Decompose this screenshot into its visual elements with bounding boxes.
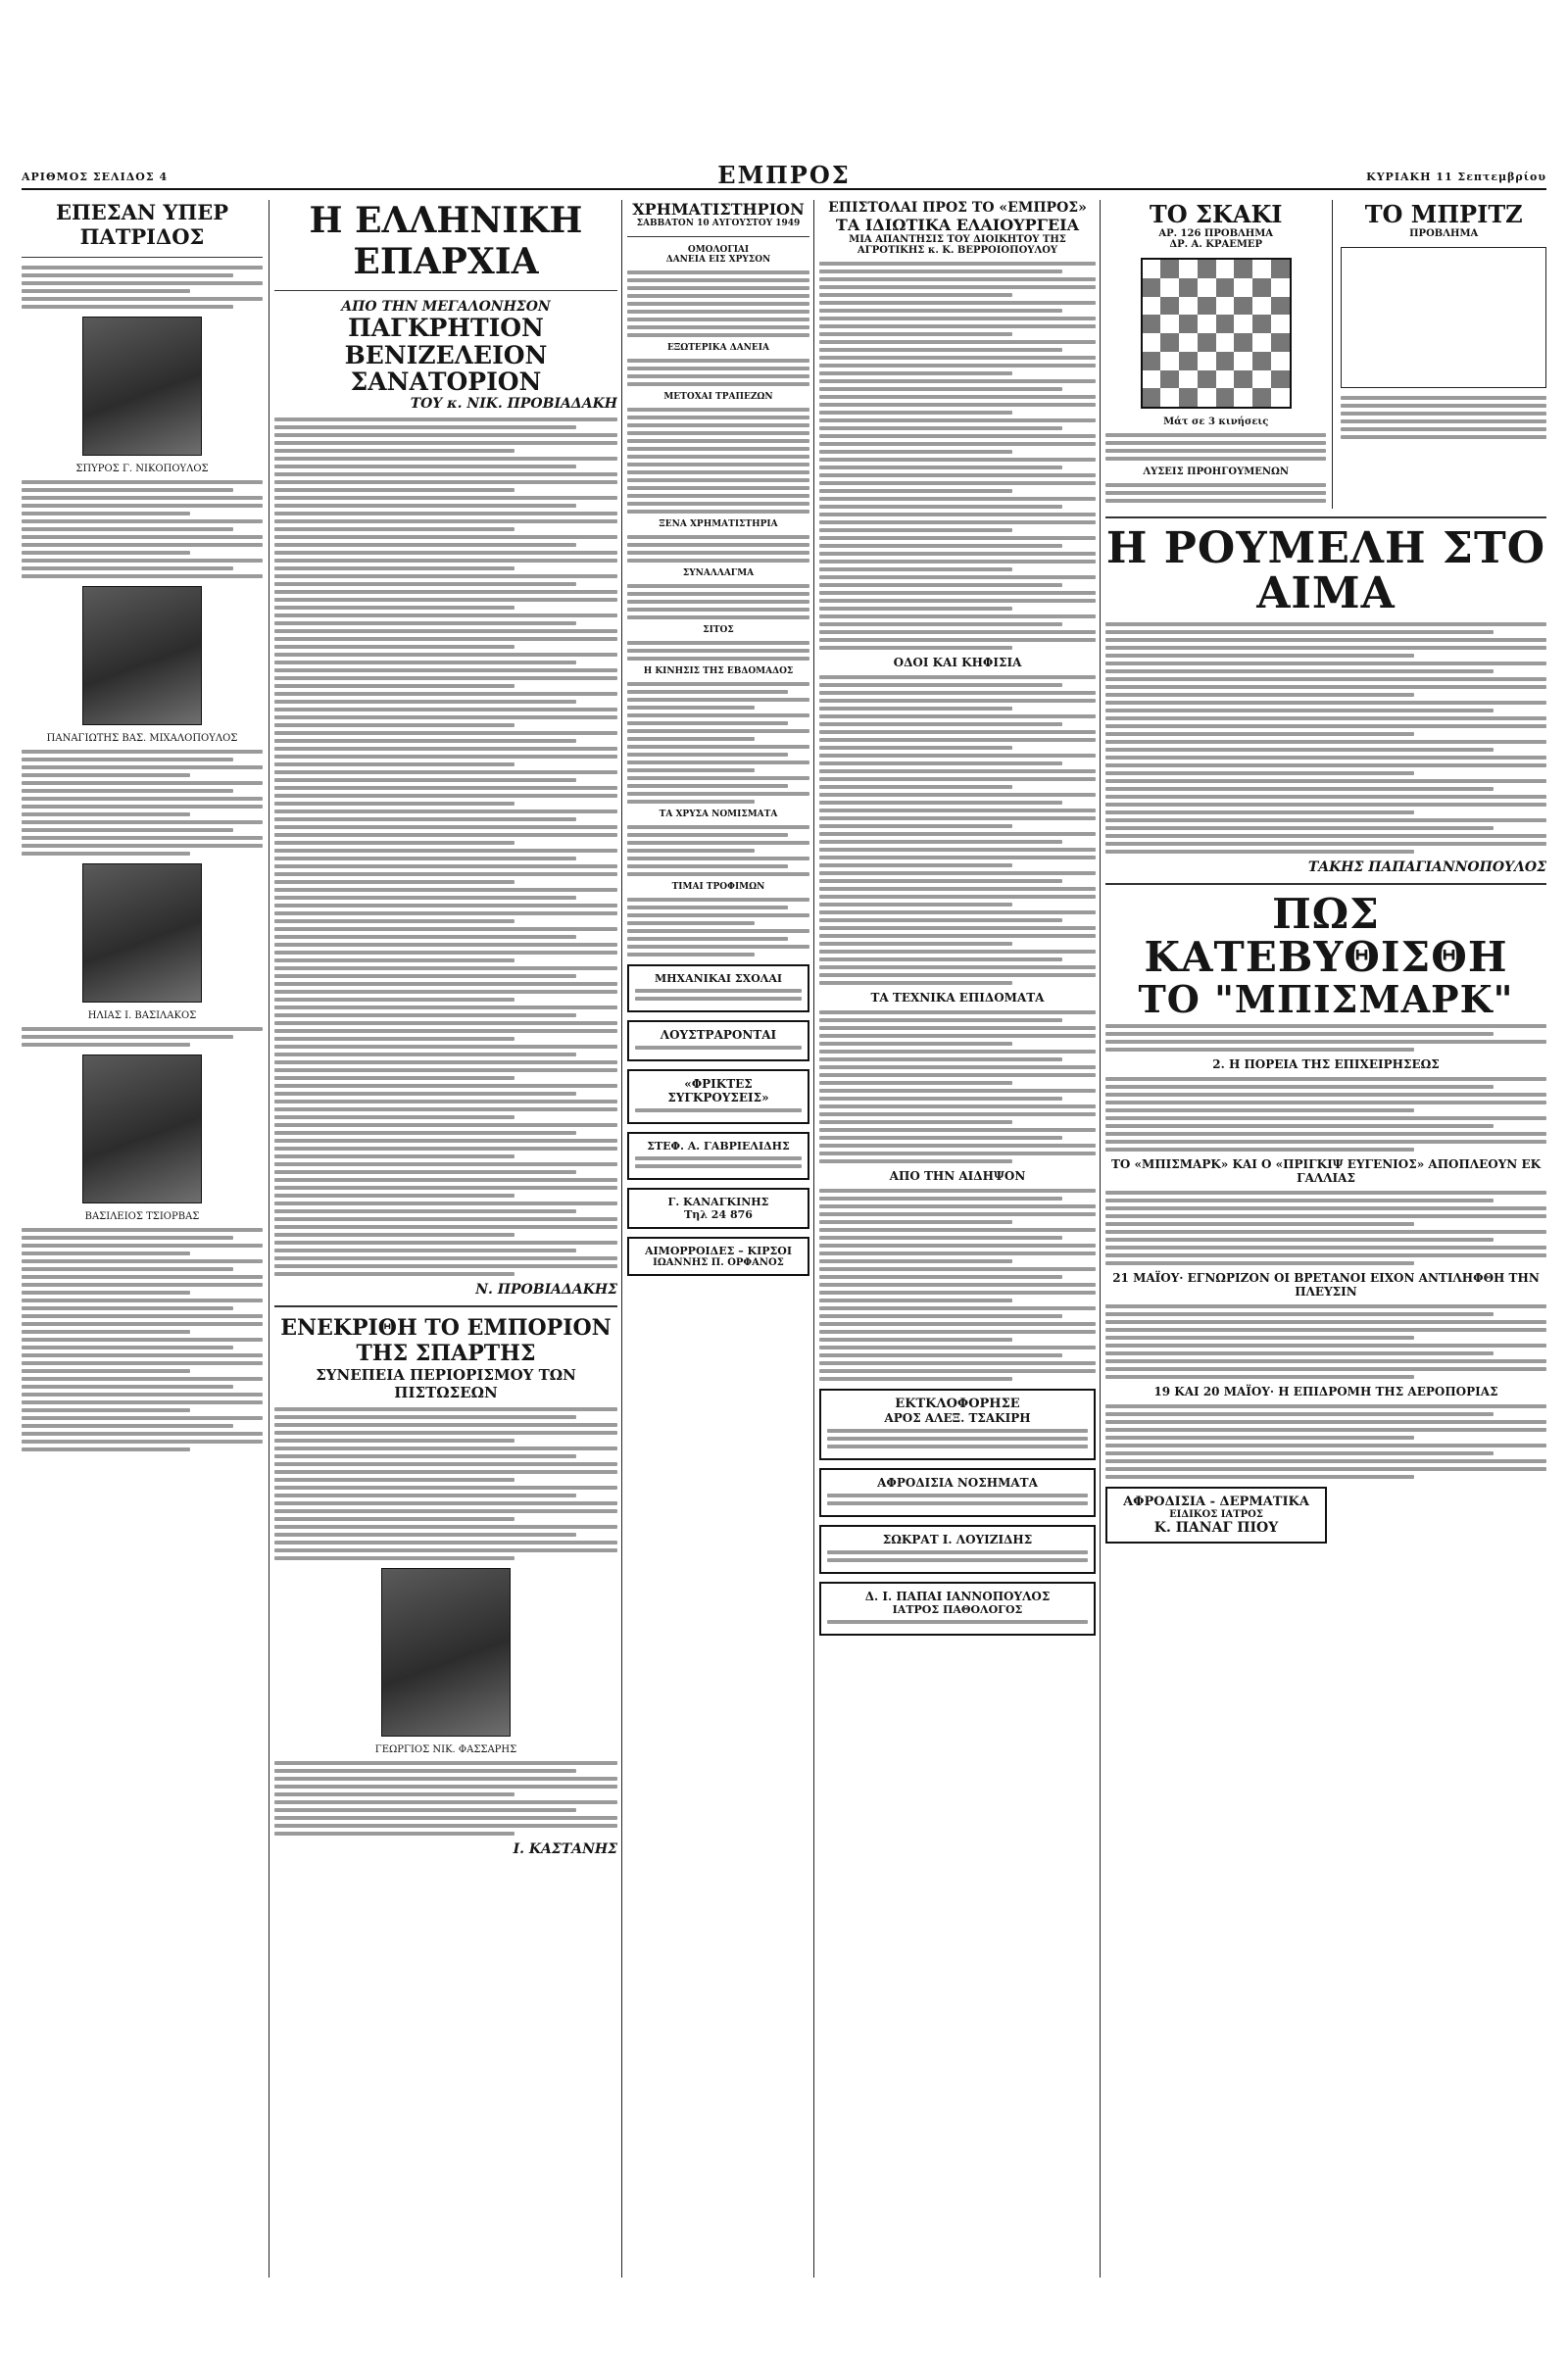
- section-title: ΞΕΝΑ ΧΡΗΜΑΤΙΣΤΗΡΙΑ: [659, 519, 778, 529]
- chess-headline: ΤΟ ΣΚΑΚΙ: [1149, 200, 1283, 228]
- column-chess-and-features: [1105, 200, 1546, 1551]
- section-title: ΤΙΜΑΙ ΤΡΟΦΙΜΩΝ: [671, 882, 765, 892]
- ad-title: Γ. ΚΑΝΑΓΚΙΝΗΣ: [667, 1196, 769, 1208]
- bridge-section: [1341, 200, 1546, 509]
- ad-title: Δ. Ι. ΠΑΠΑΙ ΙΑΝΝΟΠΟΥΛΟΣ: [864, 1590, 1051, 1603]
- ad-box: [819, 1582, 1096, 1636]
- ad-name: Κ. ΠΑΝΑΓ ΠΙΟΥ: [1153, 1520, 1279, 1537]
- column-greek-province: [274, 200, 617, 1857]
- ad-box: [627, 1069, 809, 1124]
- column-rule: [813, 200, 814, 2278]
- subhead: ΑΠΟ ΤΗΝ ΑΙΔΗΨΟΝ: [889, 1169, 1026, 1183]
- ad-subtitle: ΕΙΔΙΚΟΣ ΙΑΤΡΟΣ: [1169, 1509, 1263, 1521]
- column-rule: [621, 200, 622, 2278]
- ad-box: [819, 1468, 1096, 1517]
- ad-subtitle: ΙΑΤΡΟΣ ΠΑΘΟΛΟΓΟΣ: [892, 1603, 1023, 1616]
- ad-subtitle: ΑΡΟΣ ΑΛΕΞ. ΤΣΑΚΙΡΗ: [884, 1411, 1031, 1425]
- ad-box: [627, 1237, 809, 1276]
- ad-title: ΜΗΧΑΝΙΚΑΙ ΣΧΟΛΑΙ: [654, 972, 783, 985]
- article-body: [22, 266, 263, 309]
- portrait-photo: [82, 863, 202, 1003]
- portrait-photo: [82, 317, 202, 456]
- photo-caption: ΓΕΩΡΓΙΟΣ ΝΙΚ. ΦΑΣΣΑΡΗΣ: [374, 1743, 517, 1755]
- mate-in: Μάτ σε 3 κινήσεις: [1163, 417, 1269, 427]
- section-title: ΤΑ ΧΡΥΣΑ ΝΟΜΙΣΜΑΤΑ: [659, 809, 778, 819]
- section-title: ΔΑΝΕΙΑ ΕΙΣ ΧΡΥΣΟΝ: [665, 255, 771, 265]
- subhead: 2. Η ΠΟΡΕΙΑ ΤΗΣ ΕΠΙΧΕΙΡΗΣΕΩΣ: [1212, 1057, 1440, 1072]
- story2-subhead: ΣΥΝΕΠΕΙΑ ΠΕΡΙΟΡΙΣΜΟΥ ΤΩΝ ΠΙΣΤΩΣΕΩΝ: [316, 1365, 576, 1401]
- ad-box: [1105, 1487, 1327, 1544]
- byline-end: Ι. ΚΑΣΤΑΝΗΣ: [513, 1840, 617, 1857]
- chessboard: [1141, 258, 1292, 409]
- ad-title: ΣΤΕΦ. Α. ΓΑΒΡΙΕΛΙΔΗΣ: [647, 1140, 790, 1152]
- subhead: ΟΔΟΙ ΚΑΙ ΚΗΦΙΣΙΑ: [893, 656, 1022, 669]
- subhead: ΤΑ ΙΔΙΩΤΙΚΑ ΕΛΑΙΟΥΡΓΕΙΑ: [835, 216, 1080, 234]
- ad-title: ΑΦΡΟΔΙΣΙΑ ΝΟΣΗΜΑΤΑ: [877, 1476, 1038, 1490]
- big-headline: ΤΟ "ΜΠΙΣΜΑΡΚ": [1138, 976, 1514, 1021]
- photo-caption: ΗΛΙΑΣ Ι. ΒΑΣΙΛΑΚΟΣ: [87, 1010, 197, 1021]
- byline: ΤΑΚΗΣ ΠΑΠΑΓΙΑΝΝΟΠΟΥΛΟΣ: [1307, 859, 1546, 876]
- problem-author: ΔΡ. Α. ΚΡΑΕΜΕΡ: [1169, 239, 1263, 250]
- newspaper-page: [22, 22, 1546, 2311]
- section-title: ΣΙΤΟΣ: [703, 625, 734, 635]
- solutions-title: ΛΥΣΕΙΣ ΠΡΟΗΓΟΥΜΕΝΩΝ: [1143, 466, 1290, 477]
- section-title: ΣΥΝΑΛΛΑΓΜΑ: [682, 568, 755, 578]
- column-stock-exchange: [627, 200, 809, 1284]
- photo-caption: ΒΑΣΙΛΕΙΟΣ ΤΣΙΟΡΒΑΣ: [84, 1211, 200, 1222]
- photo-caption: ΣΠΥΡΟΣ Γ. ΝΙΚΟΠΟΥΛΟΣ: [75, 464, 209, 474]
- ad-title: ΑΙΜΟΡΡΟΙΔΕΣ – ΚΙΡΣΟΙ: [644, 1245, 793, 1257]
- headline: ΧΡΗΜΑΤΙΣΤΗΡΙΟΝ: [632, 200, 805, 219]
- subhead: ΤΟ «ΜΠΙΣΜΑΡΚ» ΚΑΙ Ο «ΠΡΙΓΚΙΨ ΕΥΓΕΝΙΟΣ» ΑΠΟΠΛΕΟΥΝ ΕΚ ΓΑΛΛΙΑΣ: [1110, 1157, 1542, 1186]
- ad-box: [627, 1020, 809, 1061]
- ad-box: [627, 1188, 809, 1229]
- column-rule: [269, 200, 270, 2278]
- article-body: [819, 262, 1096, 650]
- photo-caption: ΠΑΝΑΓΙΩΤΗΣ ΒΑΣ. ΜΙΧΑΛΟΠΟΥΛΟΣ: [46, 733, 238, 744]
- article-body: [274, 417, 617, 1276]
- ad-box: [627, 1132, 809, 1180]
- ad-box: [819, 1389, 1096, 1460]
- byline: ΤΟΥ κ. ΝΙΚ. ΠΡΟΒΙΑΔΑΚΗ: [410, 395, 617, 412]
- ad-box: [627, 964, 809, 1012]
- ad-title: ΕΚΤΚΛΟΦΟΡΗΣΕ: [895, 1397, 1020, 1411]
- ad-title: ΣΩΚΡΑΤ Ι. ΛΟΥΙΖΙΔΗΣ: [882, 1533, 1033, 1546]
- headline: ΕΠΙΣΤΟΛΑΙ ΠΡΟΣ ΤΟ «ΕΜΠΡΟΣ»: [828, 200, 1087, 216]
- section-title: ΟΜΟΛΟΓΙΑΙ: [687, 245, 750, 255]
- ad-subtitle: ΙΩΑΝΝΗΣ Π. ΟΡΦΑΝΟΣ: [653, 1257, 784, 1268]
- problem-label: ΑΡ. 126 ΠΡΟΒΛΗΜΑ: [1158, 228, 1274, 239]
- article-body: [274, 1407, 617, 1560]
- chess-section: [1105, 200, 1333, 509]
- big-headline: Η ΡΟΥΜΕΛΗ ΣΤΟ ΑΙΜΑ: [1105, 523, 1546, 619]
- subhead: 19 ΚΑΙ 20 ΜΑΪΟΥ· Η ΕΠΙΔΡΟΜΗ ΤΗΣ ΑΕΡΟΠΟΡΙΑΣ: [1153, 1385, 1498, 1399]
- byline-end: Ν. ΠΡΟΒΙΑΔΑΚΗΣ: [475, 1281, 617, 1298]
- bridge-problem-label: ΠΡΟΒΛΗΜΑ: [1409, 228, 1479, 239]
- masthead: [22, 161, 1546, 190]
- column-rule: [1100, 200, 1101, 2278]
- column-letters: [819, 200, 1096, 1643]
- section-title: Η ΚΙΝΗΣΙΣ ΤΗΣ ΕΒΔΟΜΑΔΟΣ: [643, 666, 794, 676]
- ad-phone: Τηλ 24 876: [684, 1208, 753, 1221]
- subhead: ΠΑΓΚΡΗΤΙΟΝ ΒΕΝΙΖΕΛΕΙΟΝ ΣΑΝΑΤΟΡΙΟΝ: [344, 314, 548, 396]
- headline: Η ΕΛΛΗΝΙΚΗ ΕΠΑΡΧΙΑ: [309, 200, 583, 282]
- portrait-photo: [381, 1568, 511, 1737]
- column-fallen-soldiers: [22, 200, 263, 1457]
- intro: ΜΙΑ ΑΠΑΝΤΗΣΙΣ ΤΟΥ ΔΙΟΙΚΗΤΟΥ ΤΗΣ ΑΓΡΟΤΙΚΗΣ κ. Κ. ΒΕΡΡΟΙΟΠΟΥΛΟΥ: [849, 234, 1066, 256]
- ad-title: ΛΟΥΣΤΡΑΡΟΝΤΑΙ: [660, 1028, 777, 1042]
- section-title: ΕΞΩΤΕΡΙΚΑ ΔΑΝΕΙΑ: [667, 343, 769, 353]
- games-row: [1105, 200, 1546, 509]
- issue-date: ΚΥΡΙΑΚΗ 11 Σεπτεμβρίου: [1366, 171, 1546, 183]
- newspaper-name: ΕΜΠΡΟΣ: [717, 161, 851, 189]
- portrait-photo: [82, 586, 202, 725]
- portrait-photo: [82, 1054, 202, 1203]
- big-headline: ΠΩΣ ΚΑΤΕΒΥΘΙΣΘΗ: [1144, 890, 1508, 982]
- ad-box: [819, 1525, 1096, 1574]
- headline: ΕΠΕΣΑΝ ΥΠΕΡ ΠΑΤΡΙΔΟΣ: [55, 200, 229, 249]
- bridge-diagram: [1341, 247, 1546, 388]
- subhead: 21 ΜΑΪΟΥ· ΕΓΝΩΡΙΖΟΝ ΟΙ ΒΡΕΤΑΝΟΙ ΕΙΧΟΝ ΑΝΤΙΛΗΦΘΗ ΤΗΝ ΠΛΕΥΣΙΝ: [1112, 1271, 1540, 1300]
- story2-headline: ΕΝΕΚΡΙΘΗ ΤΟ ΕΜΠΟΡΙΟΝ ΤΗΣ ΣΠΑΡΤΗΣ: [280, 1314, 612, 1366]
- bridge-headline: ΤΟ ΜΠΡΙΤΖ: [1364, 200, 1523, 228]
- ad-title: ΑΦΡΟΔΙΣΙΑ - ΔΕΡΜΑΤΙΚΑ: [1123, 1495, 1309, 1510]
- page-number-label: ΑΡΙΘΜΟΣ ΣΕΛΙΔΟΣ 4: [22, 171, 169, 183]
- ad-title: «ΦΡΙΚΤΕΣ ΣΥΓΚΡΟΥΣΕΙΣ»: [667, 1077, 769, 1104]
- subhead: ΤΑ ΤΕΧΝΙΚΑ ΕΠΙΔΟΜΑΤΑ: [870, 991, 1045, 1005]
- market-date: ΣΑΒΒΑΤΟΝ 10 ΑΥΓΟΥΣΤΟΥ 1949: [636, 219, 801, 228]
- section-title: ΜΕΤΟΧΑΙ ΤΡΑΠΕΖΩΝ: [663, 392, 773, 402]
- kicker: ΑΠΟ ΤΗΝ ΜΕΓΑΛΟΝΗΣΟΝ: [341, 299, 551, 315]
